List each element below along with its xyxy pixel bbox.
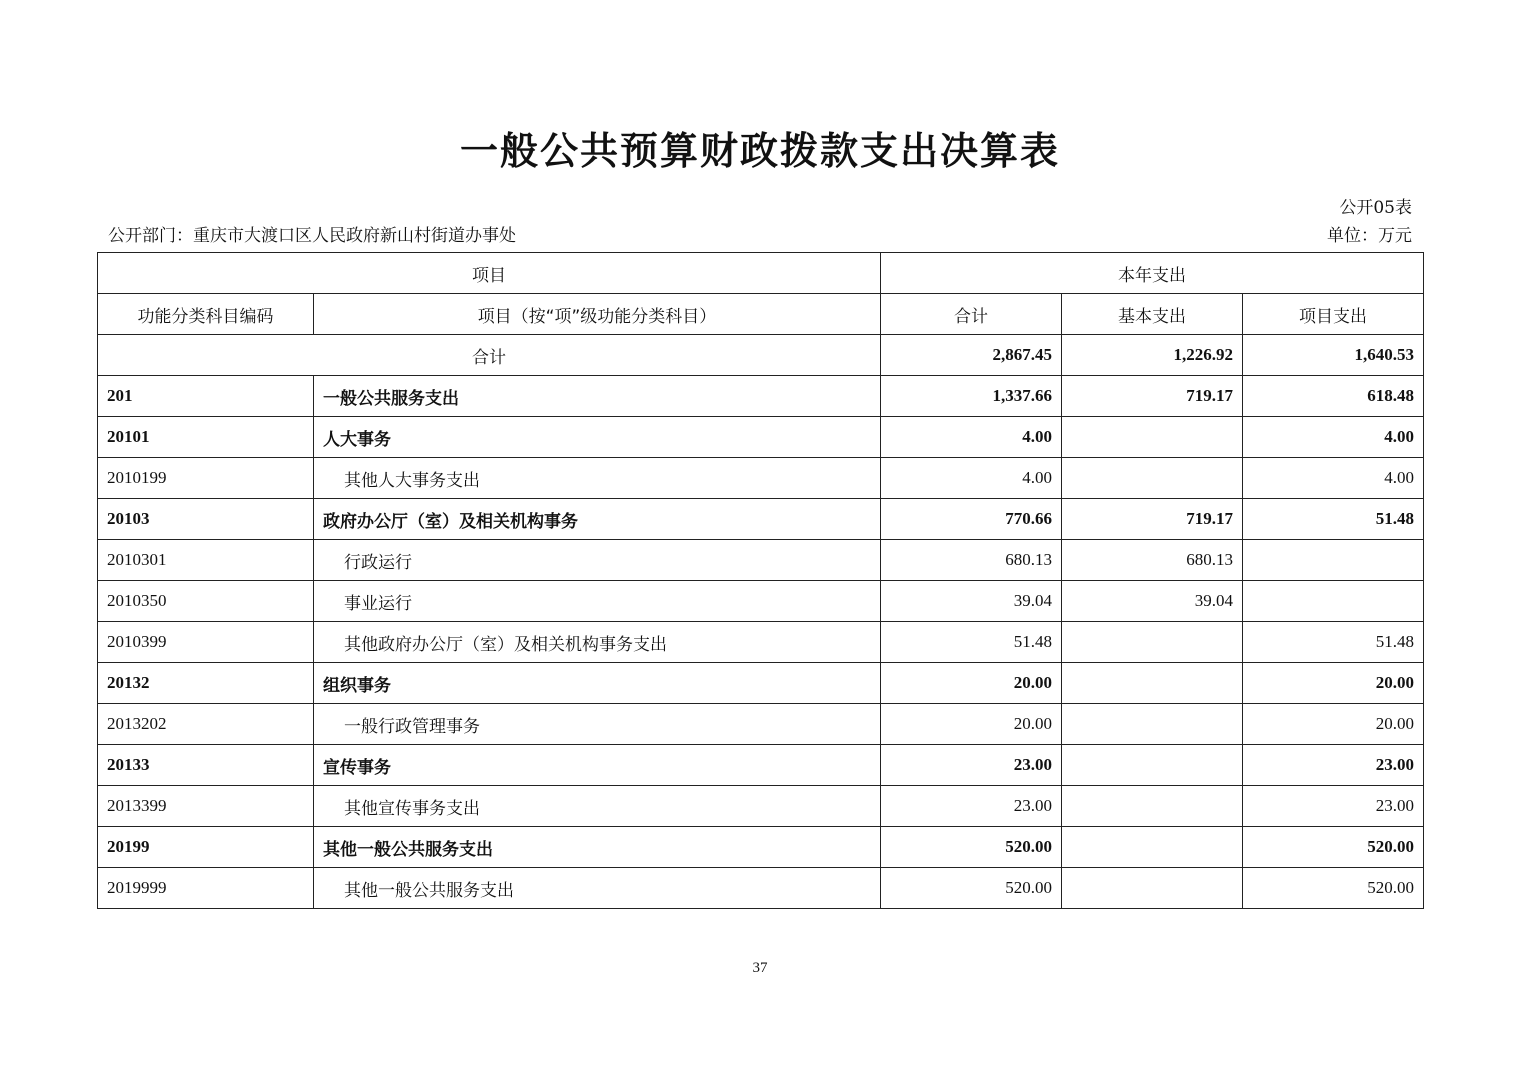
table-row [98, 622, 1424, 663]
code-cell: 2010301 [98, 540, 314, 581]
name-cell: 其他一般公共服务支出 [314, 827, 881, 868]
code-cell: 2013399 [98, 786, 314, 827]
header-total: 合计 [881, 294, 1062, 335]
page-number: 37 [752, 960, 768, 976]
project-cell: 51.48 [1243, 622, 1424, 663]
project-cell: 520.00 [1243, 868, 1424, 909]
header-project: 项目支出 [1243, 294, 1424, 335]
name-cell: 其他人大事务支出 [314, 458, 881, 499]
name-cell: 其他宣传事务支出 [314, 786, 881, 827]
table-row [98, 704, 1424, 745]
header-item-detail: 项目（按“项”级功能分类科目） [314, 294, 881, 335]
code-cell: 2013202 [98, 704, 314, 745]
name-cell: 宣传事务 [314, 745, 881, 786]
project-cell: 1,640.53 [1243, 335, 1424, 376]
basic-cell: 719.17 [1062, 376, 1243, 417]
code-cell: 2010350 [98, 581, 314, 622]
total-cell: 23.00 [881, 786, 1062, 827]
project-cell: 4.00 [1243, 458, 1424, 499]
table-row [98, 745, 1424, 786]
header-code: 功能分类科目编码 [98, 294, 314, 335]
code-cell: 20133 [98, 745, 314, 786]
name-cell: 其他一般公共服务支出 [314, 868, 881, 909]
basic-cell [1062, 458, 1243, 499]
table-row [98, 417, 1424, 458]
page-title: 一般公共预算财政拨款支出决算表 [459, 129, 1060, 173]
project-cell: 23.00 [1243, 786, 1424, 827]
name-cell: 其他政府办公厅（室）及相关机构事务支出 [314, 622, 881, 663]
project-cell: 51.48 [1243, 499, 1424, 540]
basic-cell: 680.13 [1062, 540, 1243, 581]
total-cell: 1,337.66 [881, 376, 1062, 417]
total-cell: 2,867.45 [881, 335, 1062, 376]
project-cell: 520.00 [1243, 827, 1424, 868]
name-cell: 人大事务 [314, 417, 881, 458]
name-cell: 组织事务 [314, 663, 881, 704]
basic-cell: 1,226.92 [1062, 335, 1243, 376]
basic-cell [1062, 663, 1243, 704]
name-cell: 政府办公厅（室）及相关机构事务 [314, 499, 881, 540]
code-cell: 20132 [98, 663, 314, 704]
code-cell: 20103 [98, 499, 314, 540]
budget-table [97, 252, 1424, 909]
code-cell: 2019999 [98, 868, 314, 909]
total-cell: 20.00 [881, 704, 1062, 745]
code-cell: 20101 [98, 417, 314, 458]
project-cell [1243, 540, 1424, 581]
basic-cell: 39.04 [1062, 581, 1243, 622]
total-cell: 4.00 [881, 417, 1062, 458]
header-row-top [98, 253, 1424, 294]
table-row [98, 786, 1424, 827]
basic-cell [1062, 786, 1243, 827]
form-number: 公开05表 [1339, 198, 1412, 218]
basic-cell: 719.17 [1062, 499, 1243, 540]
unit-label: 单位：万元 [1327, 226, 1412, 246]
basic-cell [1062, 704, 1243, 745]
total-cell: 520.00 [881, 868, 1062, 909]
table-row [98, 663, 1424, 704]
total-cell: 51.48 [881, 622, 1062, 663]
project-cell: 4.00 [1243, 417, 1424, 458]
total-cell: 770.66 [881, 499, 1062, 540]
table-row [98, 499, 1424, 540]
project-cell: 20.00 [1243, 704, 1424, 745]
project-cell [1243, 581, 1424, 622]
basic-cell [1062, 827, 1243, 868]
project-cell: 23.00 [1243, 745, 1424, 786]
name-cell: 一般公共服务支出 [314, 376, 881, 417]
table-row [98, 540, 1424, 581]
total-cell: 4.00 [881, 458, 1062, 499]
basic-cell [1062, 622, 1243, 663]
total-cell: 23.00 [881, 745, 1062, 786]
name-cell: 一般行政管理事务 [314, 704, 881, 745]
name-cell: 行政运行 [314, 540, 881, 581]
total-cell: 39.04 [881, 581, 1062, 622]
code-cell: 201 [98, 376, 314, 417]
table-row [98, 581, 1424, 622]
header-current-year: 本年支出 [881, 253, 1424, 294]
table-row [98, 868, 1424, 909]
total-cell: 20.00 [881, 663, 1062, 704]
header-item: 项目 [98, 253, 881, 294]
total-label: 合计 [98, 335, 881, 376]
header-basic: 基本支出 [1062, 294, 1243, 335]
table-row [98, 458, 1424, 499]
total-cell: 680.13 [881, 540, 1062, 581]
table-row [98, 827, 1424, 868]
basic-cell [1062, 417, 1243, 458]
header-row-sub [98, 294, 1424, 335]
total-row [98, 335, 1424, 376]
basic-cell [1062, 868, 1243, 909]
code-cell: 2010199 [98, 458, 314, 499]
project-cell: 618.48 [1243, 376, 1424, 417]
basic-cell [1062, 745, 1243, 786]
total-cell: 520.00 [881, 827, 1062, 868]
name-cell: 事业运行 [314, 581, 881, 622]
table-row [98, 376, 1424, 417]
code-cell: 2010399 [98, 622, 314, 663]
project-cell: 20.00 [1243, 663, 1424, 704]
code-cell: 20199 [98, 827, 314, 868]
department-label: 公开部门：重庆市大渡口区人民政府新山村街道办事处 [108, 226, 516, 246]
